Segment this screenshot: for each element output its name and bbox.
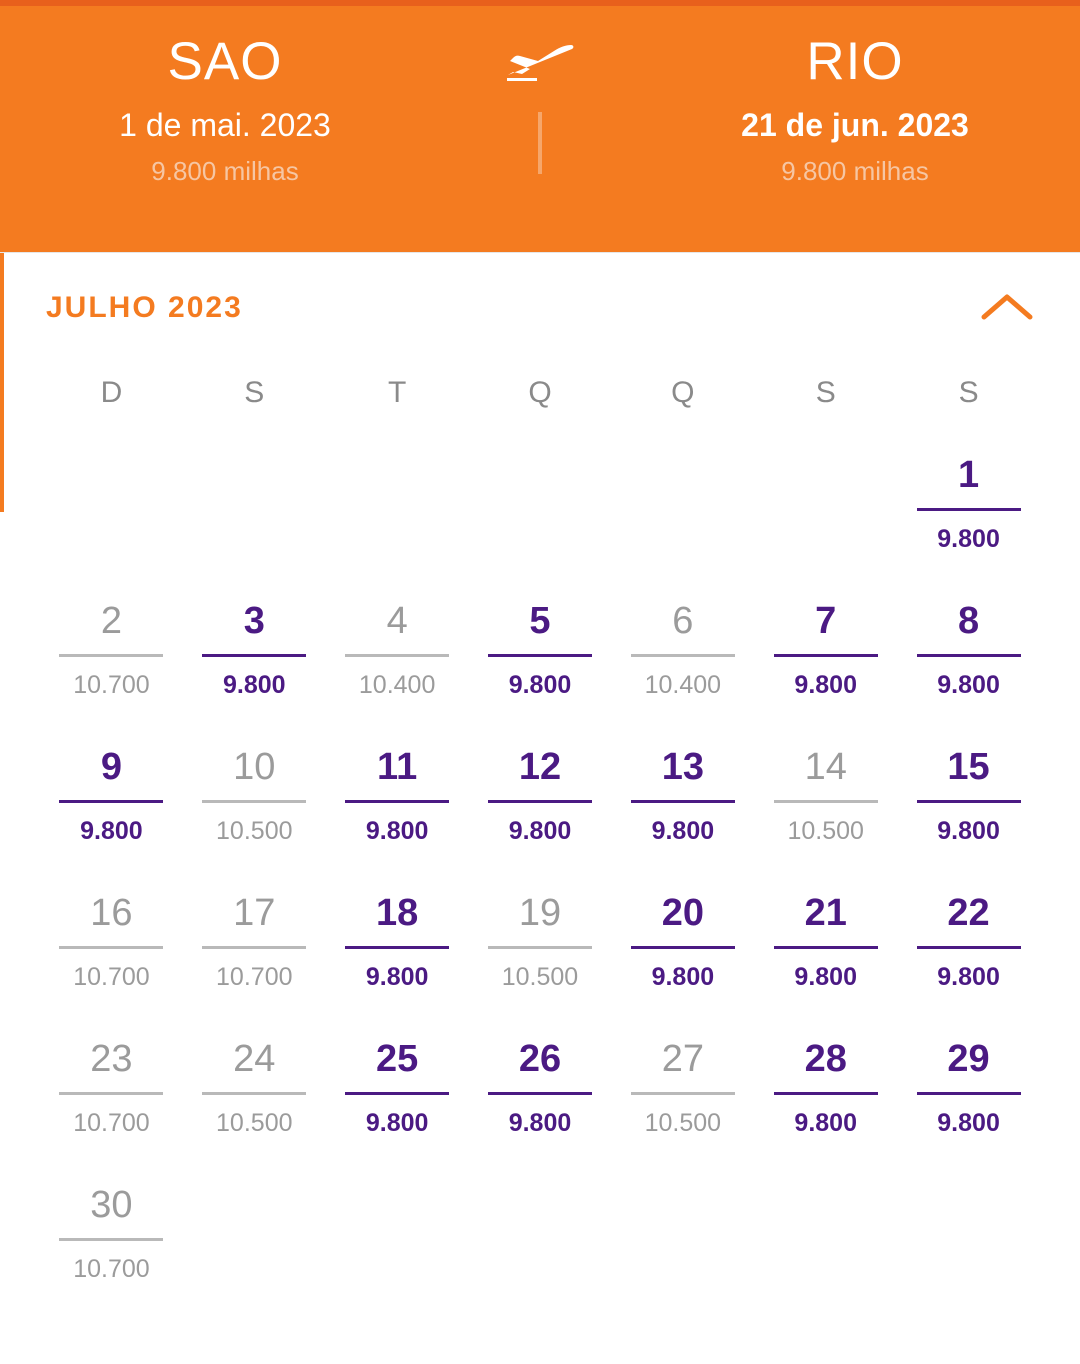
calendar-day-number: 25 [375, 1038, 419, 1080]
calendar-day-price: 10.500 [216, 1108, 293, 1137]
calendar-week-row [40, 446, 1040, 592]
calendar-day-price: 9.800 [937, 1108, 1000, 1137]
calendar-day-price: 10.500 [216, 816, 293, 845]
calendar-day-number: 4 [386, 600, 408, 642]
calendar-day-number: 20 [661, 892, 704, 934]
calendar-day-cell[interactable] [897, 1030, 1040, 1176]
calendar-weeks [40, 446, 1040, 1322]
calendar-day-number: 2 [100, 600, 122, 642]
weekday-label: S [958, 376, 979, 409]
calendar-day-cell[interactable] [754, 738, 897, 884]
calendar-day-price: 9.800 [651, 816, 715, 845]
calendar-day-number: 27 [661, 1038, 704, 1080]
calendar-day-price: 10.700 [73, 1254, 150, 1283]
calendar-day-number: 12 [518, 746, 562, 788]
weekday-label: Q [671, 376, 695, 409]
calendar-day-underline [774, 800, 878, 803]
calendar-day-price: 9.800 [365, 962, 429, 991]
calendar-day-price: 9.800 [365, 816, 429, 845]
calendar-day-cell[interactable] [469, 592, 612, 738]
month-title: JULHO 2023 [46, 290, 243, 324]
weekday-label: Q [528, 376, 552, 409]
calendar-day-number: 22 [947, 892, 990, 934]
calendar-day-cell[interactable] [897, 592, 1040, 738]
calendar-day-underline [917, 800, 1021, 803]
calendar-day-cell[interactable] [183, 884, 326, 1030]
calendar-day-underline [59, 1238, 163, 1241]
calendar-week-row [40, 738, 1040, 884]
calendar-day-cell[interactable] [326, 738, 469, 884]
calendar-day-number: 18 [375, 892, 419, 934]
destination-date: 21 de jun. 2023 [741, 106, 969, 143]
calendar-day-cell[interactable] [754, 1030, 897, 1176]
airplane-takeoff-icon [504, 34, 576, 90]
calendar-day-price: 10.700 [73, 670, 150, 699]
calendar-day-cell[interactable] [183, 592, 326, 738]
calendar-day-underline [202, 654, 306, 657]
calendar-day-price: 9.800 [794, 1108, 857, 1137]
calendar-day-price: 9.800 [508, 670, 572, 699]
calendar-day-number: 29 [947, 1038, 990, 1080]
calendar-day-cell[interactable] [40, 738, 183, 884]
calendar-day-number: 6 [672, 600, 694, 642]
calendar-day-price: 9.800 [794, 962, 857, 991]
calendar-day-cell[interactable] [611, 592, 754, 738]
calendar-day-price: 9.800 [937, 670, 1000, 699]
calendar-day-number: 23 [90, 1038, 133, 1080]
calendar-day-cell[interactable] [754, 592, 897, 738]
calendar-day-underline [917, 946, 1021, 949]
calendar-day-cell[interactable] [469, 738, 612, 884]
calendar-day-price: 9.800 [937, 962, 1000, 991]
calendar-day-cell[interactable] [897, 884, 1040, 1030]
destination-miles: 9.800 milhas [781, 155, 929, 186]
destination-airport-code: RIO [806, 32, 904, 91]
calendar-day-underline [345, 654, 449, 657]
calendar-day-cell[interactable] [754, 884, 897, 1030]
month-header[interactable] [0, 252, 1080, 362]
weekday-label: T [387, 376, 407, 409]
calendar-day-number: 11 [377, 746, 418, 788]
calendar-day-cell[interactable] [469, 1030, 612, 1176]
calendar-day-underline [631, 1092, 735, 1095]
origin-miles: 9.800 milhas [151, 155, 299, 186]
calendar-day-price: 10.400 [644, 670, 722, 699]
calendar-day-number: 13 [661, 746, 704, 788]
calendar-day-underline [59, 800, 163, 803]
calendar-day-underline [488, 946, 592, 949]
origin-airport-code: SAO [167, 32, 283, 91]
calendar-day-cell[interactable] [40, 592, 183, 738]
calendar-day-cell[interactable] [469, 884, 612, 1030]
chevron-up-icon[interactable] [980, 290, 1034, 326]
calendar-day-underline [774, 946, 878, 949]
vertical-divider [538, 112, 542, 174]
calendar-week-row [40, 592, 1040, 738]
weekday-label: S [815, 376, 836, 409]
calendar [0, 362, 1080, 1322]
calendar-day-price: 9.800 [365, 1108, 429, 1137]
calendar-day-number: 7 [815, 600, 837, 642]
calendar-day-underline [631, 946, 735, 949]
calendar-day-underline [631, 654, 735, 657]
calendar-day-number: 16 [90, 892, 133, 934]
calendar-week-row [40, 1176, 1040, 1322]
destination-leg[interactable] [630, 0, 1080, 185]
weekday-header-row [40, 362, 1040, 434]
calendar-day-number: 3 [243, 600, 265, 642]
calendar-day-number: 24 [233, 1038, 276, 1080]
calendar-day-underline [202, 800, 306, 803]
calendar-day-cell[interactable] [326, 592, 469, 738]
calendar-day-price: 9.800 [508, 1108, 572, 1137]
calendar-day-number: 5 [529, 600, 551, 642]
calendar-day-cell[interactable] [40, 1030, 183, 1176]
calendar-day-number: 8 [958, 600, 980, 642]
calendar-day-underline [59, 1092, 163, 1095]
calendar-day-cell[interactable] [40, 1176, 183, 1322]
calendar-day-number: 30 [90, 1184, 133, 1226]
calendar-day-number: 19 [518, 892, 562, 934]
calendar-day-cell[interactable] [326, 1030, 469, 1176]
calendar-day-price: 10.700 [73, 962, 150, 991]
calendar-day-price: 9.800 [80, 816, 143, 845]
calendar-day-cell[interactable] [611, 1030, 754, 1176]
calendar-day-price: 9.800 [651, 962, 715, 991]
weekday-label: D [100, 376, 123, 409]
calendar-day-price: 9.800 [937, 524, 1000, 553]
origin-leg[interactable] [0, 0, 450, 185]
calendar-day-price: 9.800 [937, 816, 1000, 845]
calendar-day-number: 14 [804, 746, 847, 788]
calendar-day-underline [917, 654, 1021, 657]
flight-route-header [0, 0, 1080, 252]
origin-date: 1 de mai. 2023 [119, 106, 331, 143]
calendar-day-number: 21 [804, 892, 847, 934]
calendar-day-underline [774, 654, 878, 657]
calendar-day-number: 9 [100, 746, 122, 788]
weekday-label: S [244, 376, 265, 409]
calendar-week-row [40, 884, 1040, 1030]
calendar-day-underline [917, 508, 1021, 511]
calendar-day-underline [631, 800, 735, 803]
calendar-day-cell[interactable] [897, 738, 1040, 884]
calendar-day-underline [917, 1092, 1021, 1095]
calendar-day-price: 9.800 [508, 816, 572, 845]
calendar-day-cell[interactable] [183, 738, 326, 884]
calendar-day-cell[interactable] [183, 1030, 326, 1176]
calendar-day-cell[interactable] [40, 884, 183, 1030]
calendar-day-underline [59, 654, 163, 657]
calendar-day-cell[interactable] [611, 738, 754, 884]
calendar-day-number: 10 [233, 746, 276, 788]
calendar-day-price: 10.500 [787, 816, 864, 845]
calendar-day-number: 17 [233, 892, 276, 934]
calendar-day-number: 15 [947, 746, 990, 788]
calendar-day-number: 26 [518, 1038, 562, 1080]
calendar-day-price: 10.500 [644, 1108, 722, 1137]
calendar-day-number: 28 [804, 1038, 847, 1080]
calendar-day-number: 1 [958, 454, 980, 496]
calendar-day-underline [488, 800, 592, 803]
calendar-day-price: 10.400 [358, 670, 436, 699]
calendar-day-underline [488, 1092, 592, 1095]
calendar-day-cell[interactable] [897, 446, 1040, 592]
calendar-week-row [40, 1030, 1040, 1176]
calendar-day-underline [202, 946, 306, 949]
calendar-day-underline [202, 1092, 306, 1095]
calendar-day-underline [345, 946, 449, 949]
calendar-day-price: 10.700 [73, 1108, 150, 1137]
calendar-day-price: 9.800 [794, 670, 857, 699]
calendar-day-underline [774, 1092, 878, 1095]
calendar-day-underline [488, 654, 592, 657]
calendar-day-price: 10.700 [216, 962, 293, 991]
calendar-day-price: 9.800 [222, 670, 286, 699]
calendar-day-underline [345, 800, 449, 803]
route-separator [450, 0, 630, 174]
calendar-day-price: 10.500 [501, 962, 579, 991]
calendar-day-cell[interactable] [326, 884, 469, 1030]
calendar-day-underline [345, 1092, 449, 1095]
calendar-day-cell[interactable] [611, 884, 754, 1030]
calendar-day-underline [59, 946, 163, 949]
